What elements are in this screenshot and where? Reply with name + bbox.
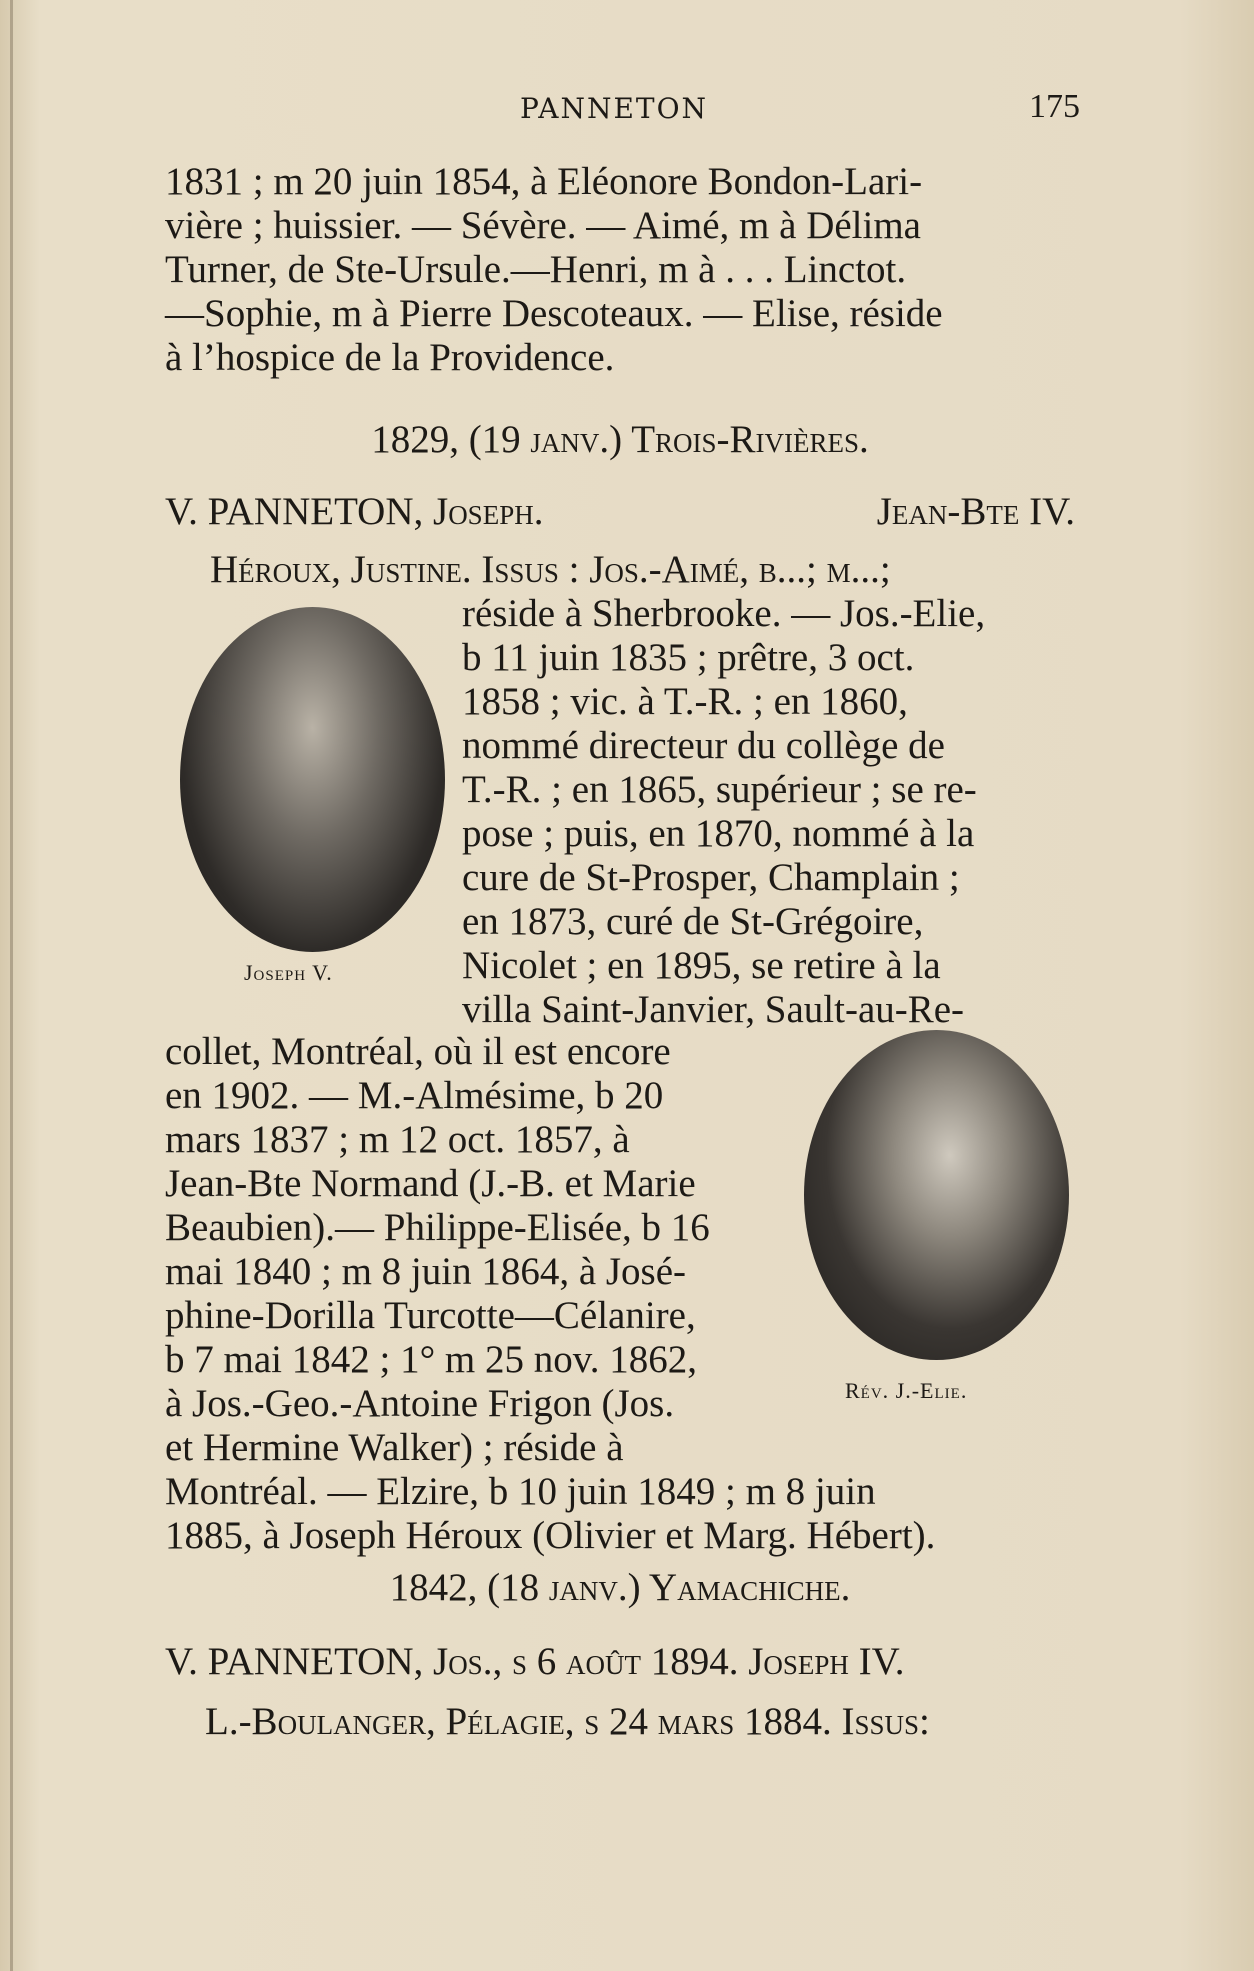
full-width-text [165,1470,1075,1558]
text-line: mars 1837 ; m 12 oct. 1857, à [165,1118,630,1161]
page-header [160,88,1080,132]
text-line: 1885, à Joseph Héroux (Olivier et Marg. Hébert). [165,1514,936,1557]
text-line: —Sophie, m à Pierre Descoteaux. — Elise, réside [165,292,943,335]
text-line: réside à Sherbrooke. — Jos.-Elie, [462,592,986,635]
entry-heading-1 [165,490,1075,534]
text-line: 1858 ; vic. à T.-R. ; en 1860, [462,680,908,723]
text-line: en 1902. — M.-Almésime, b 20 [165,1074,664,1117]
text-line: Nicolet ; en 1895, se retire à la [462,944,941,987]
text-line: collet, Montréal, où il est encore [165,1030,671,1073]
text-line: en 1873, curé de St-Grégoire, [462,900,924,943]
entry-heading-2: V. PANNETON, Jos., s 6 août 1894. Joseph IV. [165,1640,905,1683]
text-line: T.-R. ; en 1865, supérieur ; se re- [462,768,977,811]
text-line: pose ; puis, en 1870, nommé à la [462,812,975,855]
wrapped-text-left [165,1030,797,1470]
text-line: 1831 ; m 20 juin 1854, à Eléonore Bondon-Lari- [165,160,923,203]
text-line: phine-Dorilla Turcotte—Célanire, [165,1294,696,1337]
entry-name: V. PANNETON, Joseph. [165,490,544,533]
text-line: b 7 mai 1842 ; 1° m 25 nov. 1862, [165,1338,697,1381]
page-number: 175 [1029,88,1080,125]
paragraph-intro [165,160,1075,380]
running-title: PANNETON [520,92,709,125]
caption-joseph: Joseph V. [244,960,333,985]
caption-rev-elie: Rév. J.-Elie. [845,1378,968,1403]
text-line: vière ; huissier. — Sévère. — Aimé, m à Délima [165,204,921,247]
text-line: villa Saint-Janvier, Sault-au-Re- [462,988,965,1031]
portrait-joseph [180,607,445,952]
date-heading-1: 1829, (19 janv.) Trois-Rivières. [371,418,869,461]
text-line: à l’hospice de la Providence. [165,336,615,379]
text-line: à Jos.-Geo.-Antoine Frigon (Jos. [165,1382,675,1425]
text-line: cure de St-Prosper, Champlain ; [462,856,960,899]
text-line: Beaubien).— Philippe-Elisée, b 16 [165,1206,710,1249]
text-line: nommé directeur du collège de [462,724,945,767]
text-line: Turner, de Ste-Ursule.—Henri, m à . . . Linctot. [165,248,907,291]
wrapped-text-right [462,592,1074,1032]
spouse-line-2: L.-Boulanger, Pélagie, s 24 mars 1884. Issus: [205,1700,930,1743]
page-spine [10,0,13,1971]
spouse-line-1: Héroux, Justine. Issus : Jos.-Aimé, b...; m...; [210,548,891,591]
entry-parent: Jean-Bte IV. [876,490,1075,533]
portrait-rev-elie [804,1030,1069,1360]
date-heading-2: 1842, (18 janv.) Yamachiche. [389,1566,851,1609]
text-line: et Hermine Walker) ; réside à [165,1426,624,1469]
text-line: mai 1840 ; m 8 juin 1864, à José- [165,1250,687,1293]
text-line: Montréal. — Elzire, b 10 juin 1849 ; m 8 juin [165,1470,876,1513]
text-line: b 11 juin 1835 ; prêtre, 3 oct. [462,636,915,679]
text-line: Jean-Bte Normand (J.-B. et Marie [165,1162,696,1205]
